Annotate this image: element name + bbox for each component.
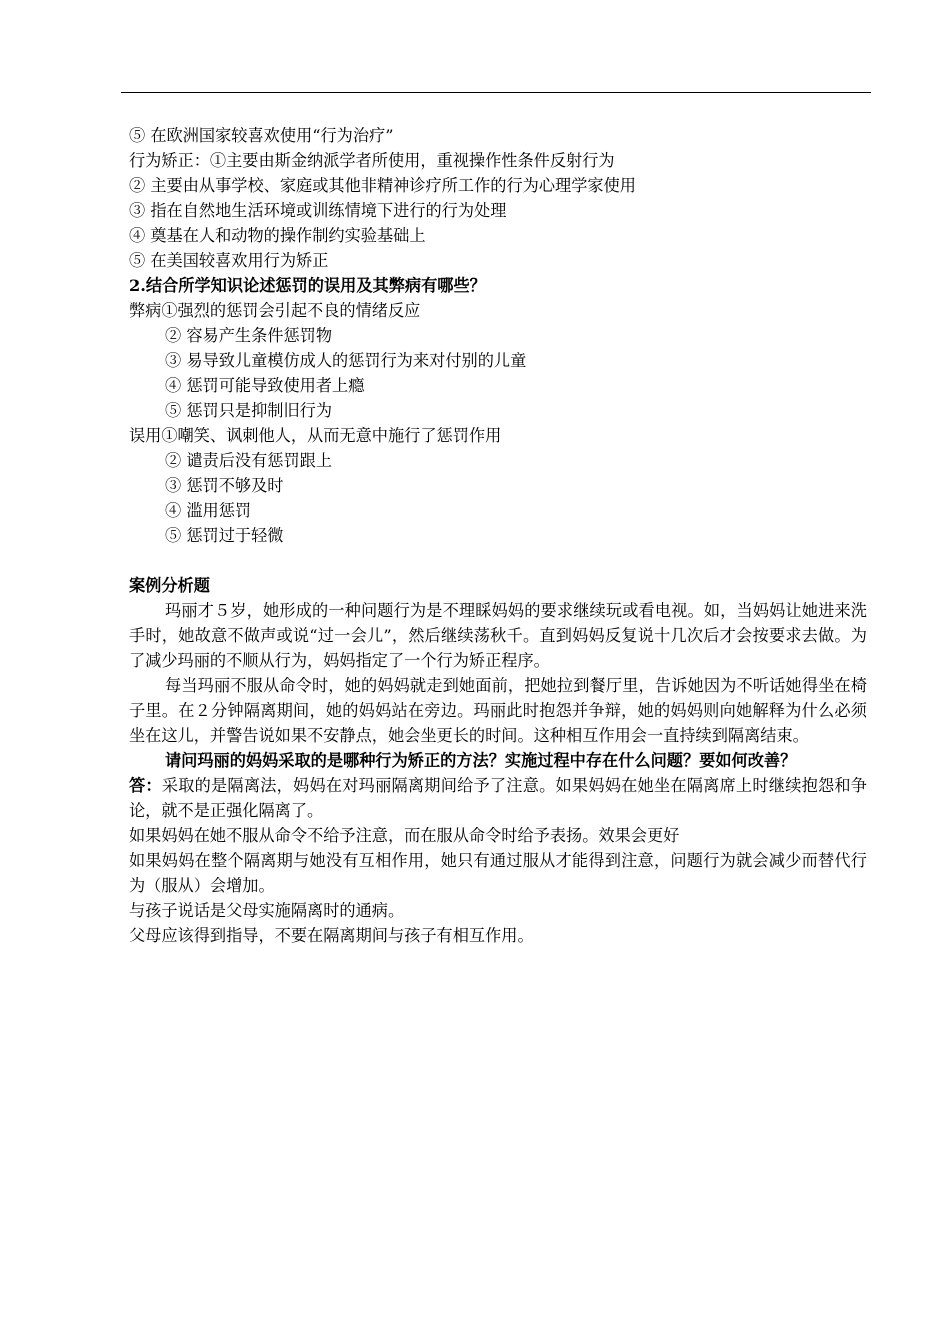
case-question: 请问玛丽的妈妈采取的是哪种行为矫正的方法？实施过程中存在什么问题？要如何改善？ — [165, 751, 797, 770]
answer-line: 父母应该得到指导，不要在隔离期间与孩子有相互作用。 — [129, 926, 534, 945]
harm-item: 弊病①强烈的惩罚会引起不良的情绪反应 — [129, 301, 421, 320]
harm-item: ③ 易导致儿童模仿成人的惩罚行为来对付别的儿童 — [165, 351, 527, 370]
text-line: ④ 奠基在人和动物的操作制约实验基础上 — [129, 226, 426, 245]
text-line: ⑤ 在欧洲国家较喜欢使用“行为治疗” — [129, 126, 394, 145]
misuse-item: ② 谴责后没有惩罚跟上 — [165, 451, 333, 470]
case-heading: 案例分析题 — [129, 576, 210, 595]
case-paragraph: 每当玛丽不服从命令时，她的妈妈就走到她面前，把她拉到餐厅里，告诉她因为不听话她得坐在椅子里。在２分钟隔离期间，她的妈妈站在旁边。玛丽此时抱怨并争辩，她的妈妈则向她解释为什么必须坐在这儿，并警告说如果不安静点，她会坐更长的时间。这种相互作用会一直持续到隔离结束。 — [129, 676, 867, 745]
text-line: 行为矫正：①主要由斯金纳派学者所使用，重视操作性条件反射行为 — [129, 151, 615, 170]
misuse-item: ③ 惩罚不够及时 — [165, 476, 284, 495]
document-body — [129, 123, 867, 948]
text-line: ③ 指在自然地生活环境或训练情境下进行的行为处理 — [129, 201, 507, 220]
text-line: ⑤ 在美国较喜欢用行为矫正 — [129, 251, 329, 270]
harm-item: ⑤ 惩罚只是抑制旧行为 — [165, 401, 333, 420]
case-paragraph: 玛丽才５岁，她形成的一种问题行为是不理睬妈妈的要求继续玩或看电视。如，当妈妈让她进来洗手时，她故意不做声或说“过一会儿”，然后继续荡秋千。直到妈妈反复说十几次后才会按要求去做。为了减少玛丽的不顺从行为，妈妈指定了一个行为矫正程序。 — [129, 601, 867, 670]
text-line: ② 主要由从事学校、家庭或其他非精神诊疗所工作的行为心理学家使用 — [129, 176, 636, 195]
question-2-title: 2.结合所学知识论述惩罚的误用及其弊病有哪些？ — [129, 276, 486, 295]
harm-item: ④ 惩罚可能导致使用者上瘾 — [165, 376, 365, 395]
misuse-item: ⑤ 惩罚过于轻微 — [165, 526, 284, 545]
header-rule — [121, 92, 871, 93]
misuse-item: 误用①嘲笑、讽刺他人，从而无意中施行了惩罚作用 — [129, 426, 502, 445]
answer-line: 如果妈妈在整个隔离期与她没有互相作用，她只有通过服从才能得到注意，问题行为就会减少而替代行为（服从）会增加。 — [129, 851, 867, 895]
harm-item: ② 容易产生条件惩罚物 — [165, 326, 333, 345]
answer-label: 答： — [129, 776, 162, 795]
blank-line — [129, 548, 867, 573]
answer-text: 采取的是隔离法，妈妈在对玛丽隔离期间给予了注意。如果妈妈在她坐在隔离席上时继续抱怨和争论，就不是正强化隔离了。 — [129, 776, 867, 820]
answer-line: 与孩子说话是父母实施隔离时的通病。 — [129, 901, 405, 920]
misuse-item: ④ 滥用惩罚 — [165, 501, 252, 520]
answer-line: 如果妈妈在她不服从命令不给予注意，而在服从命令时给予表扬。效果会更好 — [129, 826, 680, 845]
answer-paragraph — [129, 773, 867, 823]
